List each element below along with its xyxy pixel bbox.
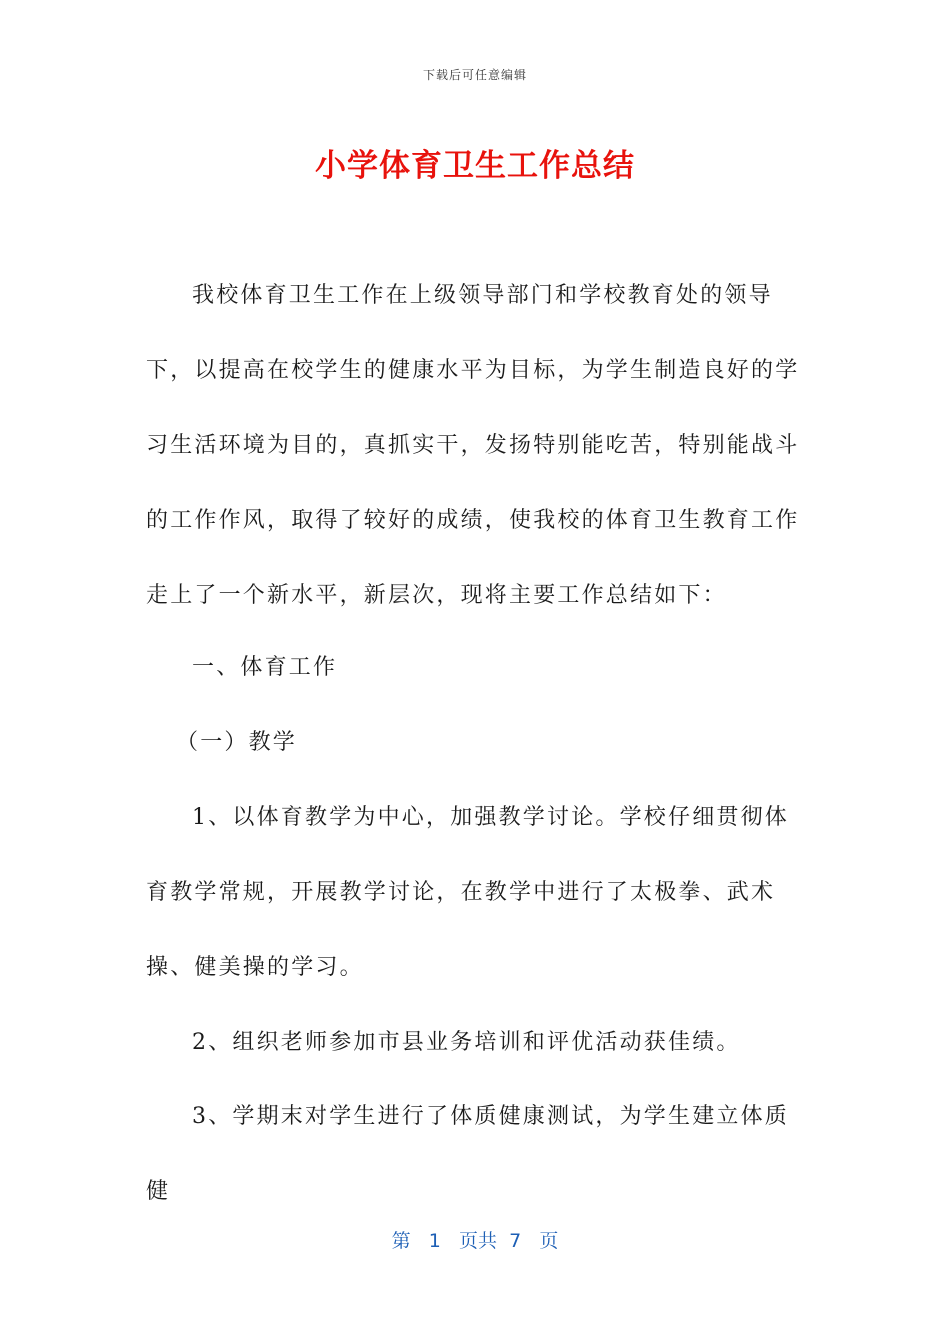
page-footer [0,1226,950,1253]
paragraph-item-1: 1、以体育教学为中心，加强教学讨论。学校仔细贯彻体育教学常规，开展教学讨论，在教学中进行了太极拳、武术操、健美操的学习。 [146,805,789,980]
paragraph-item-3: 3、学期末对学生进行了体质健康测试，为学生建立体质健 [146,1104,789,1204]
section-heading-sports: 一、体育工作 [192,655,338,680]
paragraph-intro: 我校体育卫生工作在上级领导部门和学校教育处的领导下，以提高在校学生的健康水平为目标，为学生制造良好的学习生活环境为目的，真抓实干，发扬特别能吃苦，特别能战斗的工作作风，取得了较好的成绩，使我校的体育卫生教育工作走上了一个新水平，新层次，现将主要工作总结如下： [146,283,800,608]
document-title: 小学体育卫生工作总结 [315,148,635,184]
page-current: 1 [428,1230,441,1252]
paragraph-item-2: 2、组织老师参加市县业务培训和评优活动获佳绩。 [192,1030,741,1055]
page-prefix: 第 [391,1230,411,1252]
page-total: 7 [509,1230,522,1252]
page-middle: 页共 [459,1230,498,1252]
page-suffix: 页 [539,1230,559,1252]
subsection-heading-teaching: （一）教学 [176,730,298,755]
header-note: 下载后可任意编辑 [422,68,527,82]
